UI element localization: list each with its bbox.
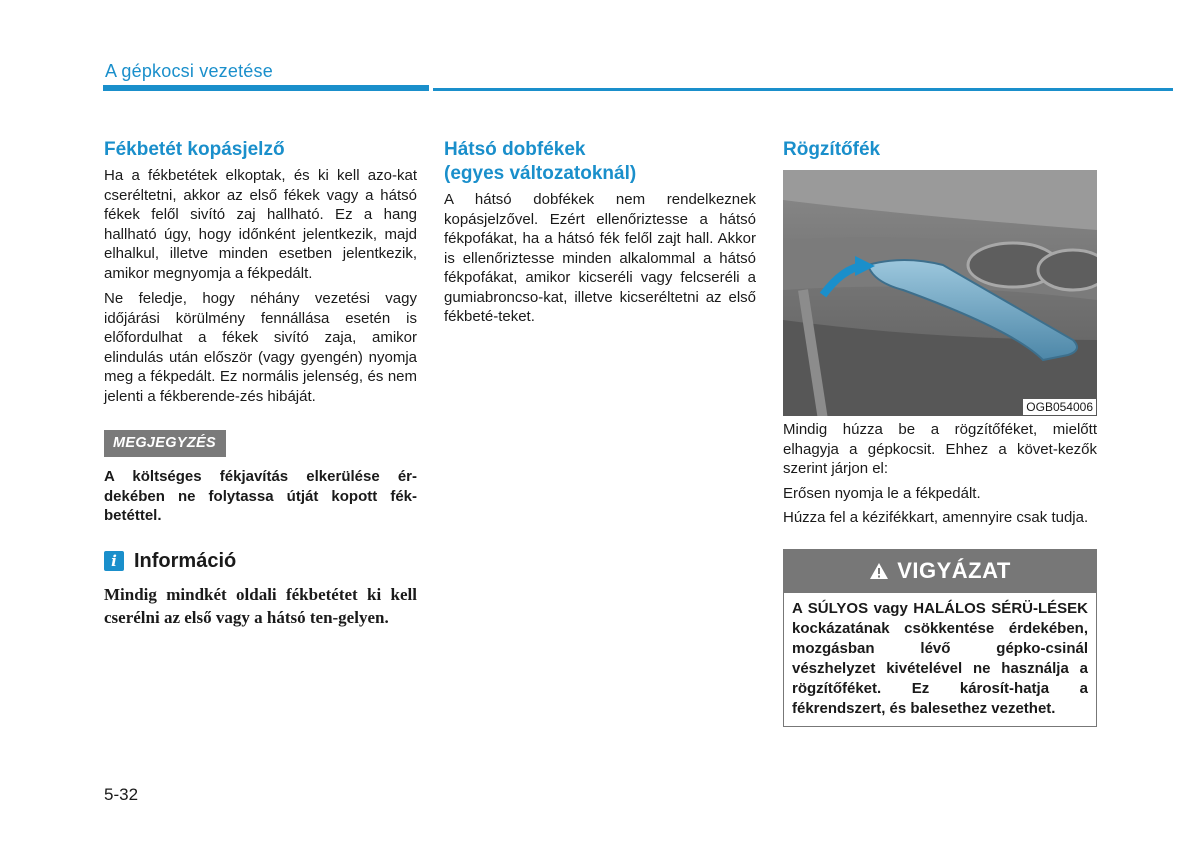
paragraph: Ha a fékbetétek elkoptak, és ki kell azo-kat cseréltetni, akkor az első fékek vagy a hátsó fékek felől sivító zaj hallható. Ez a hang hallható úgy, hogy időnként jelentkezik, majd elhalkul, illetve minden esetben jelentkezik, amikor megnyomja a fékpedált. — [104, 167, 417, 282]
column-parking-brake — [783, 138, 1097, 727]
section-heading: Rögzítőfék — [783, 139, 881, 160]
column-rear-drum-brakes — [444, 138, 756, 333]
header-rule-thin — [433, 88, 1173, 91]
page-number: 5-32 — [104, 785, 139, 804]
warning-title: VIGYÁZAT — [897, 558, 1011, 583]
section-heading: Fékbetét kopásjelző — [104, 139, 285, 160]
paragraph: Ne feledje, hogy néhány vezetési vagy időjárási körülmény fennállása esetén is előfordulhat a fékek sivító zaja, amikor elindulás után először (vagy gyengén) nyomja meg a fékpedált. Ez normális jelenség, és nem jelenti a fékberende-zés hibáját. — [104, 290, 417, 405]
section-heading-line2: (egyes változatoknál) — [444, 163, 637, 184]
warning-box — [783, 549, 1097, 727]
header-rule-thick — [103, 85, 429, 91]
figure-code: OGB054006 — [1023, 399, 1096, 415]
warning-header — [784, 550, 1096, 593]
warning-triangle-icon — [869, 562, 889, 580]
section-heading-line1: Hátsó dobfékek — [444, 139, 586, 160]
paragraph: A hátsó dobfékek nem rendelkeznek kopásjelzővel. Ezért ellenőriztesse a hátsó fékpofákat, ha a hátsó fék felől zajt hall. Akkor is ellenőriztesse minden alkalommal a hátsó fékpofákat, amikor kicseréli vagy felcseréli a gumiabroncso-kat, illetve kicseréltetni az első fékbeté-teket. — [444, 191, 756, 325]
info-title: Információ — [134, 549, 237, 572]
section-heading — [444, 138, 756, 186]
column-brake-wear-indicator — [104, 138, 417, 629]
paragraph: Húzza fel a kézifékkart, amennyire csak tudja. — [783, 509, 1089, 526]
note-text: A költséges fékjavítás elkerülése ér-dekében ne folytassa útját kopott fék-betéttel. — [104, 468, 417, 524]
note-badge: MEGJEGYZÉS — [104, 430, 226, 457]
paragraph: Mindig húzza be a rögzítőféket, mielőtt elhagyja a gépkocsit. Ehhez a követ-kezők szerint járjon el: — [783, 421, 1097, 477]
parking-brake-drawing — [783, 170, 1097, 416]
info-header — [104, 550, 417, 573]
warning-text: A SÚLYOS vagy HALÁLOS SÉRÜ-LÉSEK kockázatának csökkentése érdekében, mozgásban lévő gépko-csinál vészhelyzet kivételével ne használja a rögzítőféket. Ez károsít-hatja a fékrendszert, és balesethez vezethet. — [792, 599, 1088, 717]
info-icon: i — [104, 551, 124, 571]
chapter-title: A gépkocsi vezetése — [105, 61, 273, 81]
info-text: Mindig mindkét oldali fékbetétet ki kell cserélni az első vagy a hátsó ten-gelyen. — [104, 584, 417, 627]
parking-brake-illustration — [783, 170, 1097, 416]
paragraph: Erősen nyomja le a fékpedált. — [783, 484, 981, 502]
